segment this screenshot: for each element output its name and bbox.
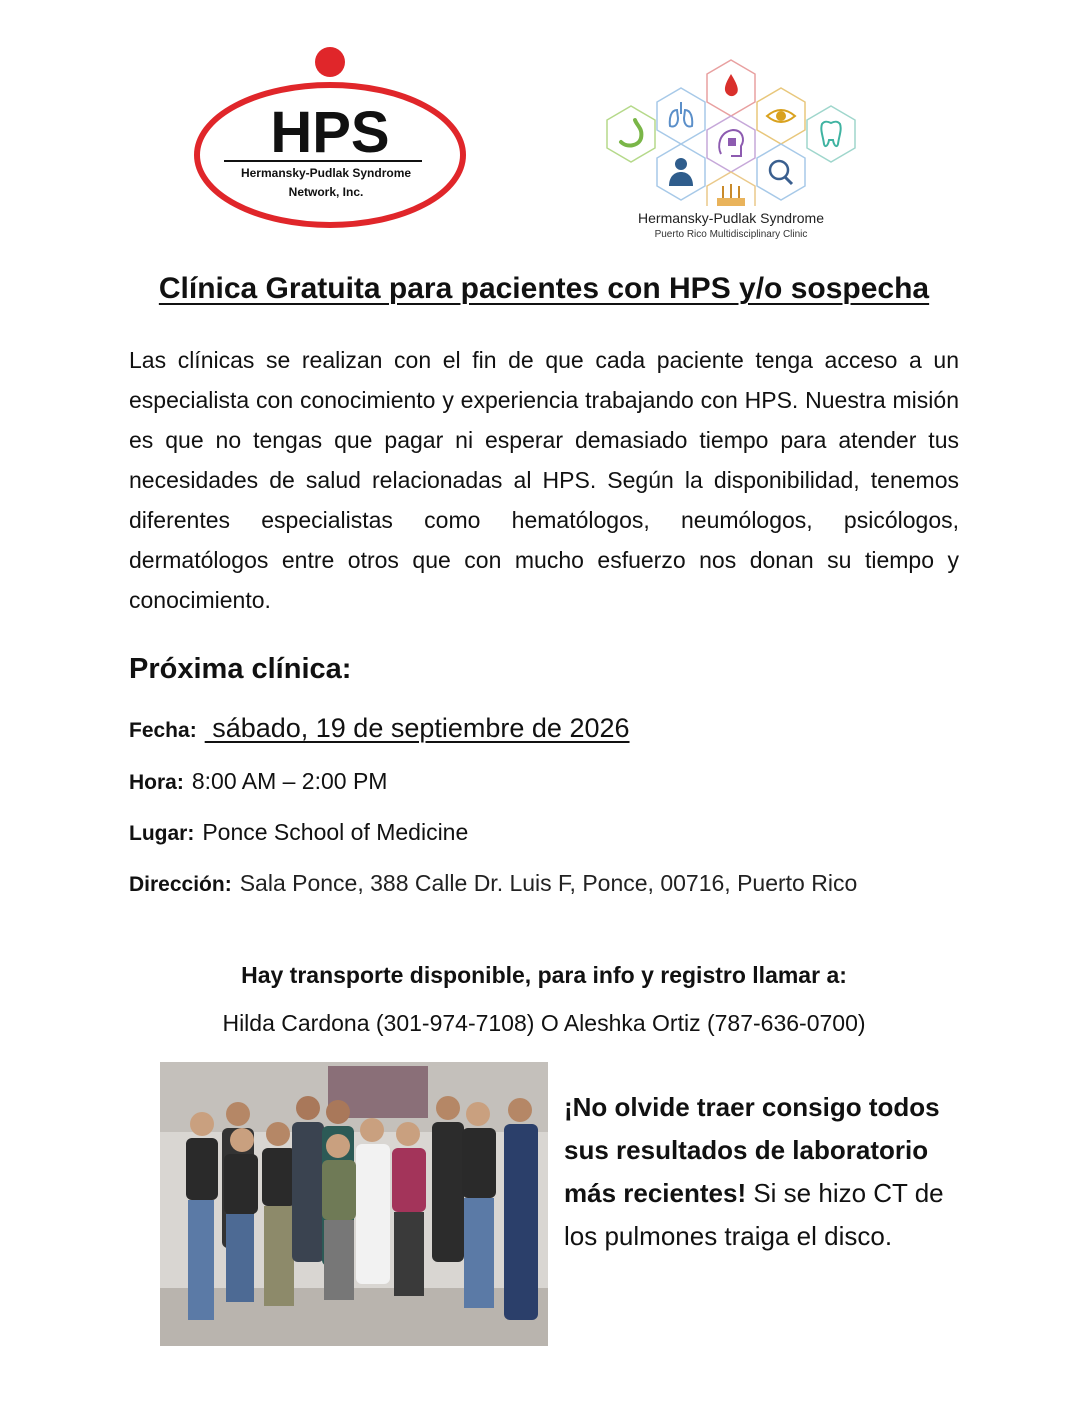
date-label: Fecha: — [129, 719, 197, 742]
clinic-logo-name: Hermansky-Pudlak Syndrome — [638, 210, 824, 226]
group-photo — [160, 1062, 548, 1346]
hps-logo-line1: Hermansky-Pudlak Syndrome — [240, 166, 412, 180]
tooth-icon — [807, 106, 855, 162]
transport-contacts: Hilda Cardona (301-974-7108) O Aleshka Ortiz (787-636-0700) — [222, 1010, 866, 1036]
transport-title: Hay transporte disponible, para info y registro llamar a: — [241, 962, 847, 988]
hps-logo-graphic — [190, 42, 470, 234]
date-value: sábado, 19 de septiembre de 2026 — [204, 713, 630, 743]
blood-drop-icon — [707, 60, 755, 116]
clinic-hexagon-cluster — [600, 56, 862, 206]
time-row — [129, 768, 387, 795]
stomach-icon — [607, 106, 655, 162]
doctor-icon — [657, 144, 705, 200]
hps-logo-dot — [315, 47, 345, 77]
place-row — [129, 819, 468, 846]
group-photo-illustration — [160, 1062, 548, 1346]
lab-results-reminder — [564, 1086, 984, 1258]
dna-magnifier-icon — [757, 144, 805, 200]
place-value: Ponce School of Medicine — [202, 819, 469, 845]
time-label: Hora: — [129, 771, 184, 794]
address-label: Dirección: — [129, 873, 232, 896]
next-clinic-heading: Próxima clínica: — [129, 653, 352, 685]
place-label: Lugar: — [129, 822, 195, 845]
skin-icon — [707, 172, 755, 206]
page-title — [0, 272, 1088, 306]
reminder-normal-text: Si se hizo CT de los pulmones traiga el disco. — [564, 1178, 944, 1251]
page-title-text: Clínica Gratuita para pacientes con HPS y/o sospecha — [158, 272, 930, 305]
address-value: Sala Ponce, 388 Calle Dr. Luis F, Ponce, 00716, Puerto Rico — [239, 870, 858, 896]
eye-icon — [757, 88, 805, 144]
hps-logo-line2: Network, Inc. — [288, 185, 364, 199]
time-value: 8:00 AM – 2:00 PM — [191, 768, 388, 794]
lungs-icon — [657, 88, 705, 144]
clinic-logo — [600, 56, 862, 246]
brain-puzzle-icon — [707, 116, 755, 172]
address-row — [129, 870, 857, 897]
hps-network-logo — [190, 42, 470, 234]
date-row — [129, 713, 630, 744]
hps-logo-acronym: HPS — [270, 100, 390, 165]
clinic-logo-subtitle: Puerto Rico Multidisciplinary Clinic — [654, 229, 808, 240]
reminder-bold-text: ¡No olvide traer consigo todos sus resultados de laboratorio más recientes! — [564, 1092, 940, 1208]
intro-paragraph: Las clínicas se realizan con el fin de que cada paciente tenga acceso a un especialista con conocimiento y experiencia trabajando con HPS. Nuestra misión es que no tengas que pagar ni esperar demasiado tiempo para atender tus necesidades de salud relacionadas al HPS. Según la disponibilidad, tenemos diferentes especialistas como hematólogos, neumólogos, psicólogos, dermatólogos entre otros que con mucho esfuerzo nos donan su tiempo y conocimiento. — [129, 347, 959, 613]
